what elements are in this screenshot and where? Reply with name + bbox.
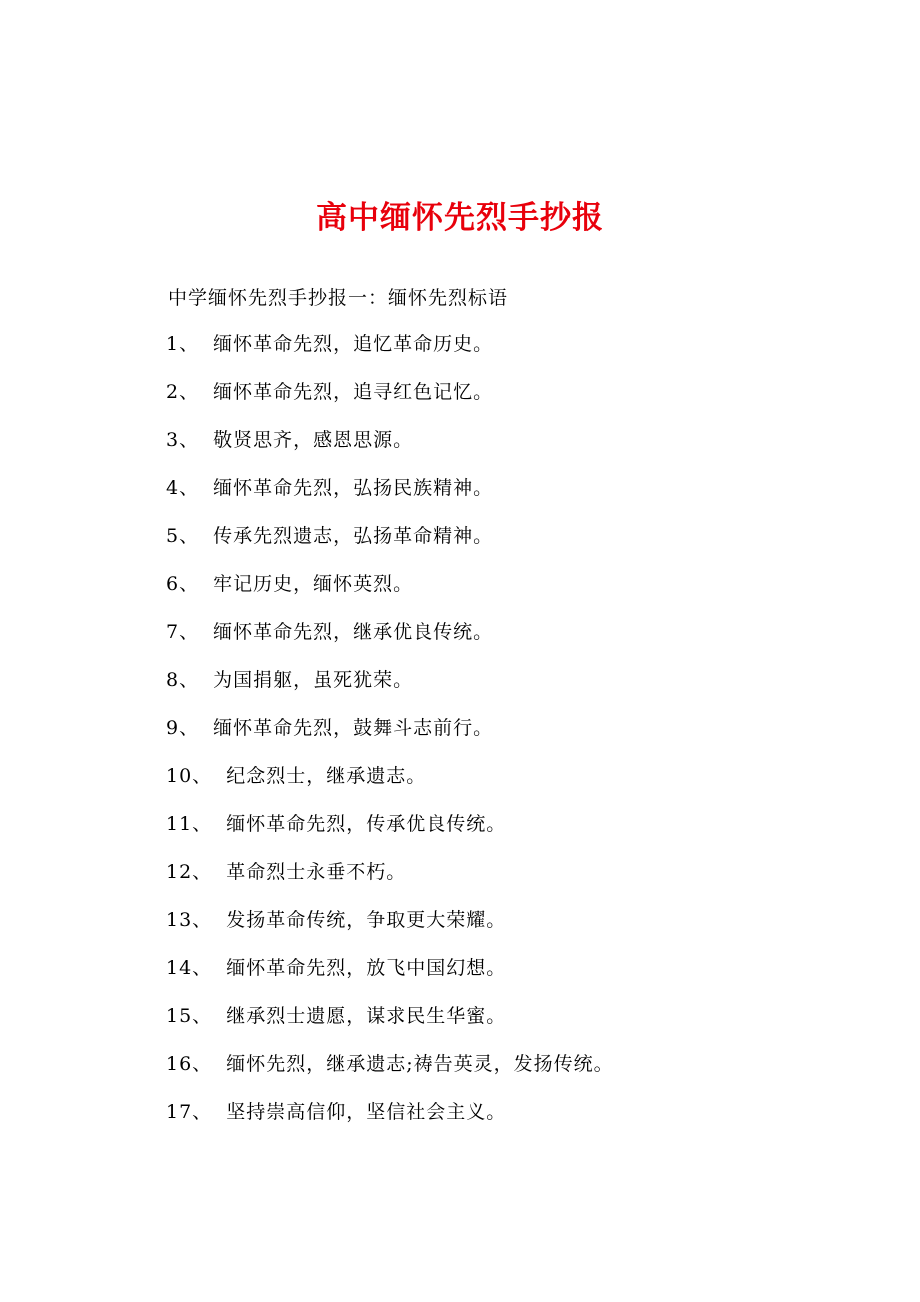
list-item [166, 810, 614, 858]
item-text: 纪念烈士，继承遗志。 [226, 765, 427, 787]
item-number: 12、 [166, 861, 213, 883]
list-item [166, 1050, 614, 1098]
item-number: 9、 [166, 717, 200, 739]
item-text: 缅怀革命先烈，追寻红色记忆。 [213, 381, 494, 403]
section-heading: 中学缅怀先烈手抄报一：缅怀先烈标语 [168, 287, 509, 309]
item-text: 革命烈士永垂不朽。 [226, 861, 407, 883]
item-text: 缅怀革命先烈，追忆革命历史。 [213, 333, 494, 355]
list-item [166, 906, 614, 954]
item-text: 敬贤思齐，感恩思源。 [213, 429, 414, 451]
item-number: 10、 [166, 765, 213, 787]
item-text: 缅怀先烈，继承遗志;祷告英灵，发扬传统。 [226, 1053, 614, 1075]
item-number: 3、 [166, 429, 200, 451]
item-text: 缅怀革命先烈，传承优良传统。 [226, 813, 507, 835]
item-text: 缅怀革命先烈，鼓舞斗志前行。 [213, 717, 494, 739]
list-item [166, 1098, 614, 1146]
item-text: 牢记历史，缅怀英烈。 [213, 573, 414, 595]
document-title: 高中缅怀先烈手抄报 [316, 200, 604, 236]
list-item [166, 618, 614, 666]
list-item [166, 522, 614, 570]
item-text: 传承先烈遗志，弘扬革命精神。 [213, 525, 494, 547]
item-number: 15、 [166, 1005, 213, 1027]
item-number: 5、 [166, 525, 200, 547]
item-number: 6、 [166, 573, 200, 595]
item-number: 2、 [166, 381, 200, 403]
list-item [166, 858, 614, 906]
list-item [166, 1002, 614, 1050]
item-number: 8、 [166, 669, 200, 691]
list-item [166, 570, 614, 618]
item-text: 缅怀革命先烈，弘扬民族精神。 [213, 477, 494, 499]
list-item [166, 378, 614, 426]
item-text: 发扬革命传统，争取更大荣耀。 [226, 909, 507, 931]
list-item [166, 474, 614, 522]
item-text: 缅怀革命先烈，放飞中国幻想。 [226, 957, 507, 979]
item-number: 7、 [166, 621, 200, 643]
list-item [166, 954, 614, 1002]
list-item [166, 714, 614, 762]
list-item [166, 666, 614, 714]
item-text: 为国捐躯，虽死犹荣。 [213, 669, 414, 691]
list-item [166, 426, 614, 474]
item-number: 11、 [166, 813, 213, 835]
list-item [166, 762, 614, 810]
list-item [166, 330, 614, 378]
item-number: 17、 [166, 1101, 213, 1123]
slogan-list [166, 330, 614, 1146]
item-number: 1、 [166, 333, 200, 355]
item-number: 4、 [166, 477, 200, 499]
item-number: 13、 [166, 909, 213, 931]
item-text: 继承烈士遗愿，谋求民生华蜜。 [226, 1005, 507, 1027]
item-text: 缅怀革命先烈，继承优良传统。 [213, 621, 494, 643]
item-number: 16、 [166, 1053, 213, 1075]
item-number: 14、 [166, 957, 213, 979]
item-text: 坚持崇高信仰，坚信社会主义。 [226, 1101, 507, 1123]
